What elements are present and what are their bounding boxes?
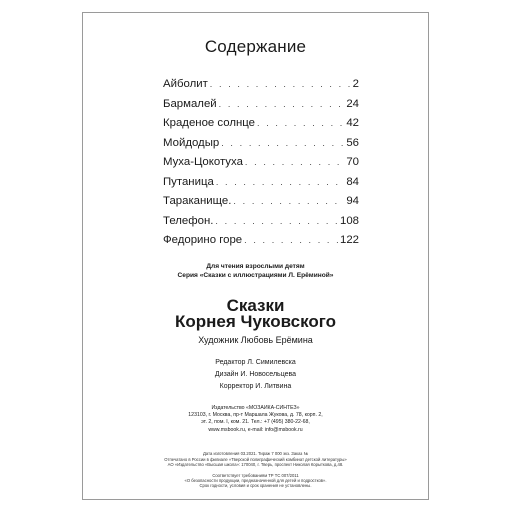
toc-dot-leader: [215, 216, 338, 226]
toc-entry-page: 70: [346, 156, 359, 168]
toc-dot-leader: [219, 99, 345, 109]
toc-entry-page: 56: [346, 136, 359, 149]
toc-entry: [163, 215, 359, 235]
toc-entry: [163, 78, 359, 98]
toc-entry-title: Путаница: [163, 175, 214, 188]
toc-entry-title: Тараканище.: [163, 195, 232, 207]
print-date: Дата изготовления 03.2021. Тираж 7 000 экз. Заказ №: [203, 451, 308, 456]
toc-entry-page: 94: [346, 195, 359, 207]
toc-dot-leader: [221, 138, 344, 148]
toc-dot-leader: [216, 177, 345, 187]
toc-dot-leader: [244, 235, 338, 245]
book-page: [82, 12, 429, 500]
toc-entry-page: 84: [346, 175, 359, 188]
publisher-name: Издательство «МОЗАИКА-СИНТЕЗ»: [211, 405, 300, 411]
book-title-line1: Сказки: [226, 296, 285, 315]
toc-entry: [163, 176, 359, 196]
toc-heading: Содержание: [204, 37, 307, 56]
artist-credit: Художник Любовь Ерёмина: [198, 335, 313, 345]
toc-entry-page: 2: [352, 78, 359, 90]
age-note: Для чтения взрослыми детям: [206, 263, 305, 270]
table-of-contents: [163, 78, 359, 254]
editor-credit: Редактор Л. Симилевска: [215, 359, 296, 366]
compliance-line1: Соответствует требованиям ТР ТС 007/2011: [212, 473, 299, 478]
toc-entry: [163, 98, 359, 118]
compliance-line2: «О безопасности продукции, предназначенной для детей и подростков».: [184, 478, 327, 483]
proofreader-credit: Корректор И. Литвина: [219, 383, 292, 390]
toc-entry-title: Муха-Цокотуха: [163, 156, 243, 168]
toc-entry-title: Федорино горе: [163, 234, 243, 246]
printer-line1: Отпечатано в России в филиале «Тверской полиграфический комбинат детской литературы»: [164, 457, 347, 462]
series-name: Серия «Сказки с иллюстрациями Л. Ерёминой»: [177, 272, 334, 279]
toc-entry-title: Мойдодыр: [163, 136, 220, 149]
publisher-address-line2: эт. 2, пом. I, ком. 21. Тел.: +7 (495) 380-22-68,: [201, 419, 310, 425]
publisher-address-line1: 123103, г. Москва, пр-т Маршала Жукова, д. 78, корп. 2,: [188, 412, 323, 418]
book-title-line2: Корнея Чуковского: [175, 312, 336, 331]
toc-entry-title: Бармалей: [163, 97, 217, 110]
toc-entry: [163, 117, 359, 137]
toc-dot-leader: [210, 79, 351, 89]
toc-entry-page: 108: [339, 214, 359, 227]
toc-dot-leader: [257, 118, 344, 128]
toc-entry: [163, 156, 359, 176]
toc-entry-title: Телефон.: [163, 214, 214, 227]
toc-entry-title: Айболит: [163, 78, 208, 90]
toc-entry-page: 42: [346, 117, 359, 129]
toc-entry-page: 24: [346, 97, 359, 110]
storage-note: Срок годности, условия и срок хранения не установлены.: [199, 483, 312, 488]
toc-entry: [163, 234, 359, 254]
toc-dot-leader: [245, 157, 344, 167]
publisher-contacts: www.msbook.ru, e-mail: info@msbook.ru: [208, 427, 303, 433]
book-title: [83, 298, 428, 330]
toc-entry: [163, 195, 359, 215]
printer-line2: АО «Издательство «Высшая школа»: 170040, г. Тверь, проспект Николая Корыткова, д.48.: [167, 462, 344, 467]
toc-entry-page: 122: [339, 234, 359, 246]
toc-entry-title: Краденое солнце: [163, 117, 255, 129]
toc-entry: [163, 137, 359, 157]
design-credit: Дизайн И. Новосельцева: [214, 371, 297, 378]
toc-dot-leader: [233, 196, 344, 206]
